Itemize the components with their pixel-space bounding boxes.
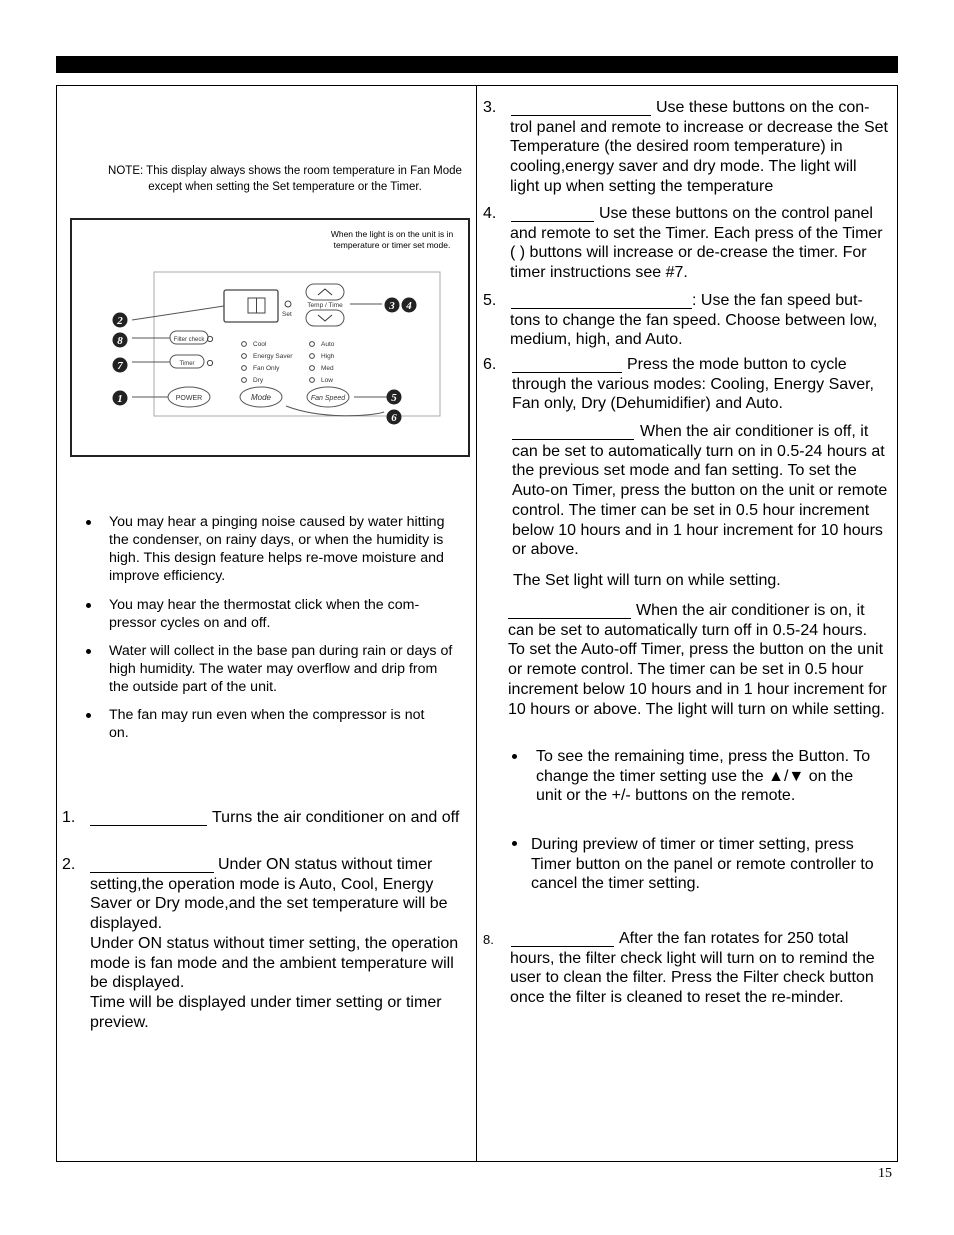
power-label: POWER xyxy=(175,395,203,402)
item-2-text-c: Time will be displayed under timer setting or timer preview. xyxy=(90,994,442,1031)
auto-off-timer-text: When the air conditioner is on, it can be set to automatically turn off in 0.5-24 hours. To set the Auto-off Timer, press the button on the unit or remote control. The timer can be set in 0.5 hour increment below 10 hours and in 1 hour increment for 10 hours or above. The light will turn on while setting. xyxy=(508,602,887,718)
blank-line xyxy=(511,207,594,222)
display-note: NOTE: This display always shows the room temperature in Fan Mode except when setting the Set temperature or the Timer. xyxy=(108,165,462,193)
blank-line xyxy=(90,811,207,826)
bullet-dot xyxy=(86,649,91,654)
speed-high: High xyxy=(321,353,335,360)
mode-cool: Cool xyxy=(253,341,267,348)
item-number-6: 6. xyxy=(483,356,497,373)
mode-fan-only: Fan Only xyxy=(253,365,280,372)
blank-line xyxy=(511,101,651,116)
header-bar xyxy=(56,56,898,73)
speed-med: Med xyxy=(321,365,334,372)
fan-speed-label: Fan Speed xyxy=(310,395,346,402)
item-number-1: 1. xyxy=(62,809,76,826)
item-5-text: : Use the fan speed but-tons to change the fan speed. Choose between low, medium, high, and Auto. xyxy=(510,292,878,349)
item-number-5: 5. xyxy=(483,292,497,309)
temp-time-label: Temp / Time xyxy=(307,302,343,309)
blank-line xyxy=(511,932,614,947)
timer-label: Timer xyxy=(179,361,195,367)
badge-2: 2 xyxy=(117,315,123,327)
badge-3: 3 xyxy=(389,300,395,312)
filter-check-label: Filter check xyxy=(173,337,205,343)
mode-label: Mode xyxy=(250,393,272,402)
blank-line xyxy=(508,604,631,619)
item-4-text: Use these buttons on the control panel and remote to set the Timer. Each press of the Timer ( ) buttons will increase or de-crease the timer. For timer instructions see #7. xyxy=(510,205,883,282)
badge-6: 6 xyxy=(391,412,397,424)
blank-line xyxy=(511,294,692,309)
badge-1: 1 xyxy=(117,393,123,405)
badge-4: 4 xyxy=(406,300,412,312)
item-2-text-a: Under ON status without timer setting,the operation mode is Auto, Cool, Energy Saver or Dry mode,and the set temperature will be displayed. xyxy=(90,856,448,933)
item-number-3: 3. xyxy=(483,99,497,116)
blank-line xyxy=(512,425,634,440)
bullet-dot xyxy=(86,520,91,525)
badge-5: 5 xyxy=(391,392,397,404)
timer-bullet-1: To see the remaining time, press the Button. To change the timer setting use the ▲/▼ on the unit or the +/- buttons on the remote. xyxy=(536,748,871,805)
item-6-text: Press the mode button to cycle through the various modes: Cooling, Energy Saver, Fan only, Dry (Dehumidifier) and Auto. xyxy=(512,356,874,413)
note-item-3: Water will collect in the base pan during rain or days of high humidity. The water may overflow and drip from the outside part of the unit. xyxy=(109,643,453,695)
timer-bullet-2: During preview of timer or timer setting, press Timer button on the panel or remote controller to cancel the timer setting. xyxy=(531,836,874,893)
bullet-dot xyxy=(512,841,517,846)
control-panel-diagram xyxy=(70,218,470,457)
note-item-4: The fan may run even when the compressor is not on. xyxy=(109,707,425,741)
page-number: 15 xyxy=(878,1166,892,1181)
mode-energy-saver: Energy Saver xyxy=(253,353,293,360)
set-label: Set xyxy=(282,311,292,318)
callout-text: When the light is on the unit is in temperature or timer set mode. xyxy=(330,229,454,250)
auto-on-timer-text: When the air conditioner is off, it can be set to automatically turn on in 0.5-24 hours at the previous set mode and fan setting. To set the Auto-on Timer, press the button on the unit or remote control. The timer can be set in 0.5 hour increment below 10 hours and in 1 hour increment for 10 hours or above. xyxy=(512,423,888,559)
item-number-2: 2. xyxy=(62,856,76,873)
speed-low: Low xyxy=(321,377,333,384)
item-8-text: After the fan rotates for 250 total hours, the filter check light will turn on to remind the user to clean the filter. Press the Filter check button once the filter is cleaned to reset the re-minder. xyxy=(510,930,875,1007)
blank-line xyxy=(512,358,622,373)
note-item-1: You may hear a pinging noise caused by water hitting the condenser, on rainy days, or when the humidity is high. This design feature helps re-move moisture and improve efficiency. xyxy=(109,514,445,584)
set-light-text: The Set light will turn on while setting. xyxy=(513,572,781,589)
bullet-dot xyxy=(512,754,517,759)
item-2-text-b: Under ON status without timer setting, the operation mode is fan mode and the ambient temperature will be displayed. xyxy=(90,935,459,992)
badge-7: 7 xyxy=(117,360,123,372)
mode-dry: Dry xyxy=(253,377,264,384)
speed-auto: Auto xyxy=(321,341,335,348)
control-panel-drawing xyxy=(72,220,468,455)
item-number-4: 4. xyxy=(483,205,497,222)
column-divider xyxy=(476,85,477,1161)
bullet-dot xyxy=(86,713,91,718)
item-number-8: 8. xyxy=(483,932,494,947)
badge-8: 8 xyxy=(117,335,123,347)
item-1-text: Turns the air conditioner on and off xyxy=(212,809,460,826)
item-3-text: Use these buttons on the con-trol panel and remote to increase or decrease the Set Temperature (the desired room temperature) in cooling,energy saver and dry mode. The light will light up when setting the temperature xyxy=(510,99,888,195)
blank-line xyxy=(90,858,214,873)
note-item-2: You may hear the thermostat click when the com-pressor cycles on and off. xyxy=(109,597,420,631)
bullet-dot xyxy=(86,603,91,608)
